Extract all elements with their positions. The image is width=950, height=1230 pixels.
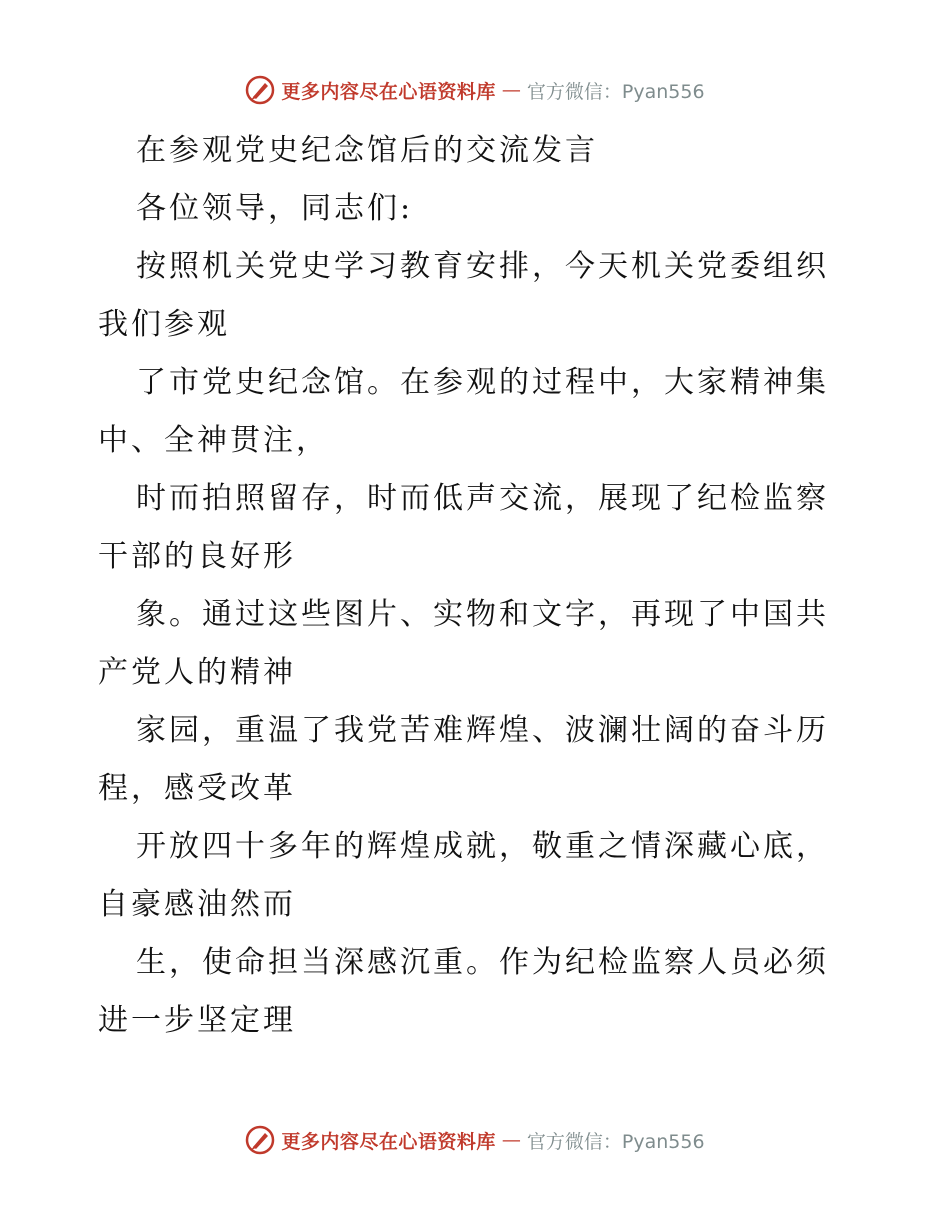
paragraph-line: 时而拍照留存，时而低声交流，展现了纪检监察干部的良好形: [98, 481, 829, 574]
banner-dash: —: [501, 79, 521, 101]
paragraph-line: 开放四十多年的辉煌成就，敬重之情深藏心底，自豪感油然而: [98, 829, 829, 922]
paragraph-line: 象。通过这些图片、实物和文字，再现了中国共产党人的精神: [98, 597, 829, 690]
paragraph-line: 按照机关党史学习教育安排，今天机关党委组织我们参观: [98, 249, 829, 342]
banner-dash: —: [501, 1129, 521, 1151]
document-greeting: 各位领导，同志们:: [136, 191, 414, 226]
banner-main-text: 更多内容尽在心语资料库: [281, 80, 496, 103]
header-watermark-banner: [0, 70, 950, 110]
banner-suffix-text: 官方微信：Pyan556: [526, 1130, 705, 1153]
banner-main-text: 更多内容尽在心语资料库: [281, 1130, 496, 1153]
pen-seal-logo-icon: [245, 75, 275, 105]
paragraph-line: 生，使命担当深感沉重。作为纪检监察人员必须进一步坚定理: [98, 945, 829, 1038]
document-title: 在参观党史纪念馆后的交流发言: [136, 133, 598, 168]
paragraph-line: 家园，重温了我党苦难辉煌、波澜壮阔的奋斗历程，感受改革: [98, 713, 829, 806]
banner-suffix-text: 官方微信：Pyan556: [526, 80, 705, 103]
footer-watermark-banner: [0, 1120, 950, 1160]
document-body: [98, 122, 858, 1050]
pen-seal-logo-icon: [245, 1125, 275, 1155]
paragraph-line: 了市党史纪念馆。在参观的过程中，大家精神集中、全神贯注，: [98, 365, 829, 458]
